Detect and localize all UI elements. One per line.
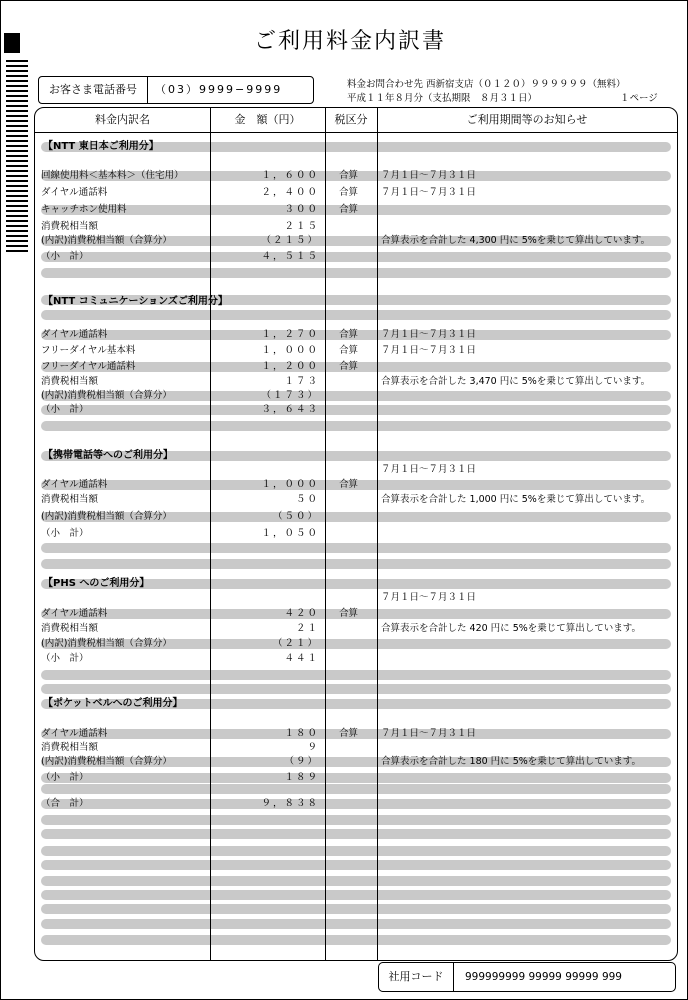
company-code-box	[378, 962, 676, 992]
item-amount: （５０）	[272, 511, 319, 522]
item-name: ダイヤル通話料	[41, 608, 108, 619]
item-amount: ３００	[284, 204, 319, 215]
item-amount: （２１５）	[261, 235, 319, 246]
row-stripe	[41, 846, 671, 856]
row-stripe	[41, 543, 671, 553]
item-amount: １，０００	[261, 345, 319, 356]
row-stripe	[41, 310, 671, 320]
column-divider	[377, 108, 378, 960]
page-title: ご利用料金内訳書	[253, 29, 446, 54]
row-stripe	[41, 421, 671, 431]
row-stripe	[41, 684, 671, 694]
usage-notice: 合算表示を合計した 180 円に 5%を乗じて算出しています。	[381, 756, 642, 767]
section-heading: 【PHS へのご利用分】	[43, 578, 150, 589]
company-code-value: 999999999 99999 99999 999	[465, 971, 622, 983]
customer-phone-box	[38, 76, 314, 104]
tax-class: 合算	[339, 361, 359, 372]
header-notice: ご利用期間等のお知らせ	[466, 113, 588, 126]
item-name: 消費税相当額	[41, 376, 99, 387]
header-amount: 金 額（円）	[234, 113, 301, 126]
item-name: (内訳)消費税相当額（合算分）	[41, 511, 172, 522]
tax-class: 合算	[339, 479, 359, 490]
column-divider	[325, 108, 326, 960]
row-stripe	[41, 829, 671, 839]
row-stripe	[41, 773, 671, 783]
usage-notice: 合算表示を合計した 4,300 円に 5%を乗じて算出しています。	[381, 235, 651, 246]
item-name: （小 計）	[41, 653, 89, 664]
item-name: 回線使用料＜基本料＞（住宅用）	[41, 170, 184, 181]
row-stripe	[41, 935, 671, 945]
header-tax-class: 税区分	[334, 113, 368, 126]
item-amount: ２，４００	[261, 187, 319, 198]
row-stripe	[41, 252, 671, 262]
row-stripe	[41, 876, 671, 886]
item-amount: （１７３）	[261, 390, 319, 401]
page-number: １ページ	[620, 93, 658, 104]
section-heading: 【ポケットベルへのご利用分】	[43, 698, 183, 709]
item-amount: １８９	[284, 772, 319, 783]
item-name: 消費税相当額	[41, 623, 99, 634]
row-stripe	[41, 890, 671, 900]
customer-phone-value: （03）9999−9999	[155, 83, 283, 96]
usage-notice: ７月１日〜７月３１日	[381, 345, 477, 356]
usage-notice: ７月１日〜７月３１日	[381, 170, 477, 181]
tax-class: 合算	[339, 204, 359, 215]
table-header	[35, 108, 677, 133]
item-name: ダイヤル通話料	[41, 187, 108, 198]
tax-class: 合算	[339, 345, 359, 356]
company-code-label: 社用コード	[379, 963, 454, 991]
section-heading: 【NTT コミュニケーションズご利用分】	[43, 296, 228, 307]
item-amount: （９）	[284, 756, 319, 767]
row-stripe	[41, 268, 671, 278]
row-stripe	[41, 799, 671, 809]
item-amount: ５０	[295, 494, 319, 505]
usage-notice: ７月１日〜７月３１日	[381, 592, 477, 603]
charges-table	[34, 107, 678, 961]
item-amount: ２１５	[284, 221, 319, 232]
row-stripe	[41, 904, 671, 914]
row-stripe	[41, 405, 671, 415]
item-name: フリーダイヤル基本料	[41, 345, 136, 356]
usage-notice: 合算表示を合計した 3,470 円に 5%を乗じて算出しています。	[381, 376, 651, 387]
item-amount: １，０５０	[261, 528, 319, 539]
item-amount: １，２７０	[261, 329, 319, 340]
item-name: ダイヤル通話料	[41, 329, 108, 340]
item-amount: ４，５１５	[261, 251, 319, 262]
customer-phone-label: お客さま電話番号	[39, 77, 148, 103]
header-item-name: 料金内訳名	[95, 113, 150, 126]
usage-notice: 合算表示を合計した 1,000 円に 5%を乗じて算出しています。	[381, 494, 651, 505]
row-stripe	[41, 670, 671, 680]
item-name: (内訳)消費税相当額（合算分）	[41, 638, 172, 649]
tax-class: 合算	[339, 608, 359, 619]
item-amount: ９，８３８	[261, 798, 319, 809]
item-amount: ４２０	[284, 608, 319, 619]
item-amount: ３，６４３	[261, 404, 319, 415]
tax-class: 合算	[339, 170, 359, 181]
usage-notice: ７月１日〜７月３１日	[381, 464, 477, 475]
usage-notice: ７月１日〜７月３１日	[381, 329, 477, 340]
item-amount: １，２００	[261, 361, 319, 372]
row-stripe	[41, 815, 671, 825]
item-name: （小 計）	[41, 528, 89, 539]
tax-class: 合算	[339, 187, 359, 198]
item-amount: １，６００	[261, 170, 319, 181]
item-name: ダイヤル通話料	[41, 728, 108, 739]
item-name: フリーダイヤル通話料	[41, 361, 136, 372]
usage-notice: ７月１日〜７月３１日	[381, 187, 477, 198]
inquiry-contact: 料金お問合わせ先 西新宿支店（０１２０）９９９９９９（無料）	[347, 79, 626, 90]
tax-class: 合算	[339, 329, 359, 340]
item-amount: （２１）	[272, 638, 319, 649]
item-name: (内訳)消費税相当額（合算分）	[41, 235, 172, 246]
item-amount: １８０	[284, 728, 319, 739]
row-stripe	[41, 860, 671, 870]
item-name: 消費税相当額	[41, 221, 99, 232]
item-name: 消費税相当額	[41, 742, 99, 753]
side-barcode	[6, 60, 28, 252]
tax-class: 合算	[339, 728, 359, 739]
item-name: （合 計）	[41, 798, 89, 809]
item-name: （小 計）	[41, 251, 89, 262]
usage-notice: ７月１日〜７月３１日	[381, 728, 477, 739]
item-amount: ２１	[295, 623, 319, 634]
item-name: (内訳)消費税相当額（合算分）	[41, 756, 172, 767]
item-name: 消費税相当額	[41, 494, 99, 505]
usage-notice: 合算表示を合計した 420 円に 5%を乗じて算出しています。	[381, 623, 642, 634]
item-amount: １７３	[284, 376, 319, 387]
item-name: (内訳)消費税相当額（合算分）	[41, 390, 172, 401]
item-amount: １，０００	[261, 479, 319, 490]
item-name: ダイヤル通話料	[41, 479, 108, 490]
row-stripe	[41, 919, 671, 929]
item-name: キャッチホン使用料	[41, 204, 127, 215]
section-heading: 【携帯電話等へのご利用分】	[43, 450, 173, 461]
row-stripe	[41, 559, 671, 569]
registration-mark	[4, 33, 20, 53]
item-name: （小 計）	[41, 772, 89, 783]
section-heading: 【NTT 東日本ご利用分】	[43, 141, 159, 152]
row-stripe	[41, 784, 671, 794]
item-amount: ４４１	[284, 653, 319, 664]
item-amount: ９	[307, 742, 319, 753]
billing-period: 平成１１年８月分（支払期限 ８月３１日）	[347, 93, 538, 104]
item-name: （小 計）	[41, 404, 89, 415]
